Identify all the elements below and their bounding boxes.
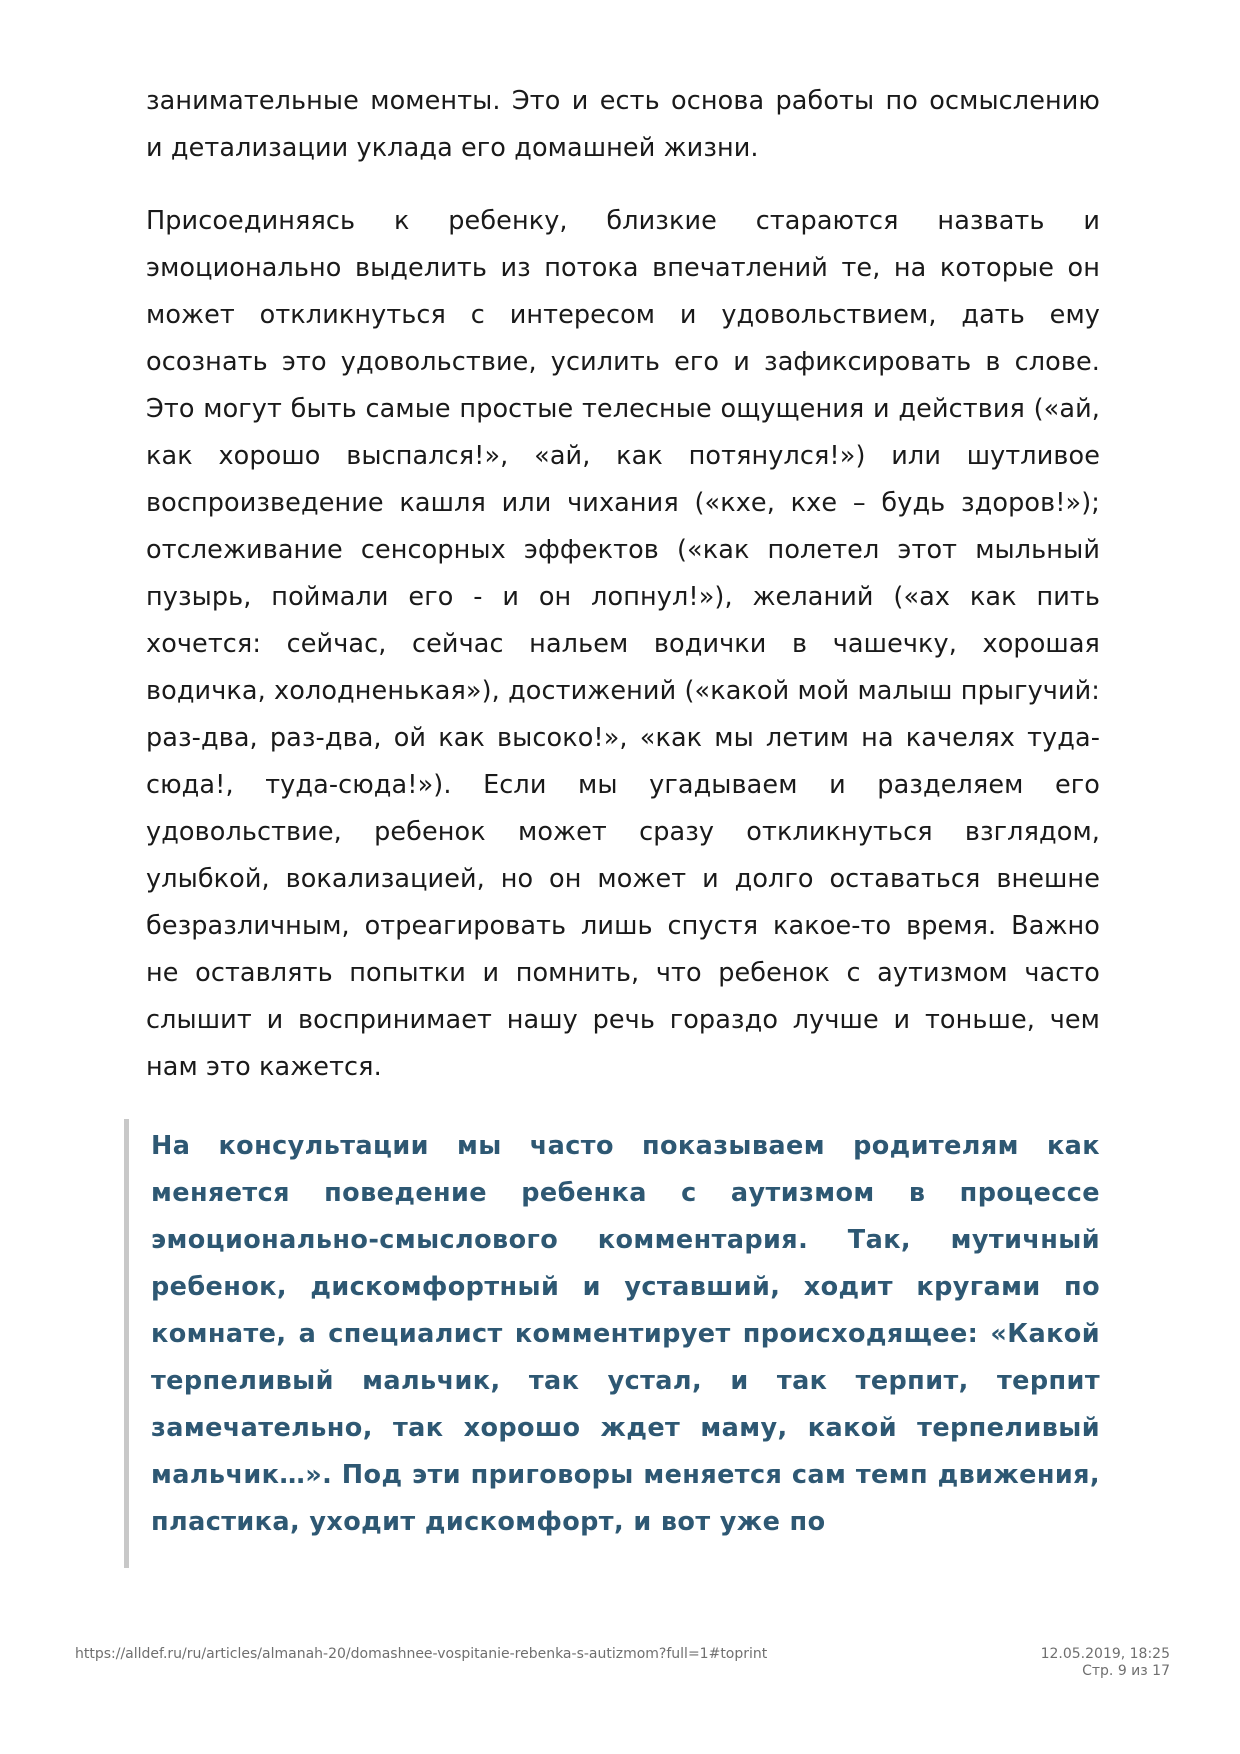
footer-url: https://alldef.ru/ru/articles/almanah-20/domashnee-vospitanie-rebenka-s-autizmom?full=1#toprint: [75, 1646, 768, 1662]
page-counter: Стр. 9 из 17: [1082, 1663, 1170, 1679]
article-paragraph: Присоединяясь к ребенку, близкие стараются назвать и эмоционально выделить из потока впечатлений те, на которые он может откликнуться с интересом и удовольствием, дать ему осознать это удовольствие, усилить его и зафиксировать в слове. Это могут быть самые простые телесные ощущения и действия («ай, как хорошо выспался!», «ай, как потянулся!») или шутливое воспроизведение кашля или чихания («кхе, кхе – будь здоров!»); отслеживание сенсорных эффектов («как полетел этот мыльный пузырь, поймали его - и он лопнул!»), желаний («ах как пить хочется: сейчас, сейчас нальем водички в чашечку, хорошая водичка, холодненькая»), достижений («какой мой малыш прыгучий: раз-два, раз-два, ой как высоко!», «как мы летим на качелях туда-сюда!, туда-сюда!»). Если мы угадываем и разделяем его удовольствие, ребенок может сразу откликнуться взглядом, улыбкой, вокализацией, но он может и долго оставаться внешне безразличным, отреагировать лишь спустя какое-то время. Важно не оставлять попытки и помнить, что ребенок с аутизмом часто слышит и воспринимает нашу речь гораздо лучше и тоньше, чем нам это кажется.: [146, 206, 1100, 1082]
article-paragraph: занимательные моменты. Это и есть основа работы по осмыслению и детализации уклада его домашней жизни.: [146, 86, 1100, 163]
print-datetime: 12.05.2019, 18:25: [1040, 1646, 1170, 1662]
highlight-quote: [124, 1119, 1100, 1568]
article-content: [146, 78, 1100, 1568]
footer-meta: [1041, 1646, 1170, 1680]
quote-text: На консультации мы часто показываем родителям как меняется поведение ребенка с аутизмом в процессе эмоционально-смыслового комментария. Так, мутичный ребенок, дискомфортный и уставший, ходит кругами по комнате, а специалист комментирует происходящее: «Какой терпеливый мальчик, так устал, и так терпит, терпит замечательно, так хорошо ждет маму, какой терпеливый мальчик…». Под эти приговоры меняется сам темп движения, пластика, уходит дискомфорт, и вот уже по: [151, 1131, 1100, 1537]
